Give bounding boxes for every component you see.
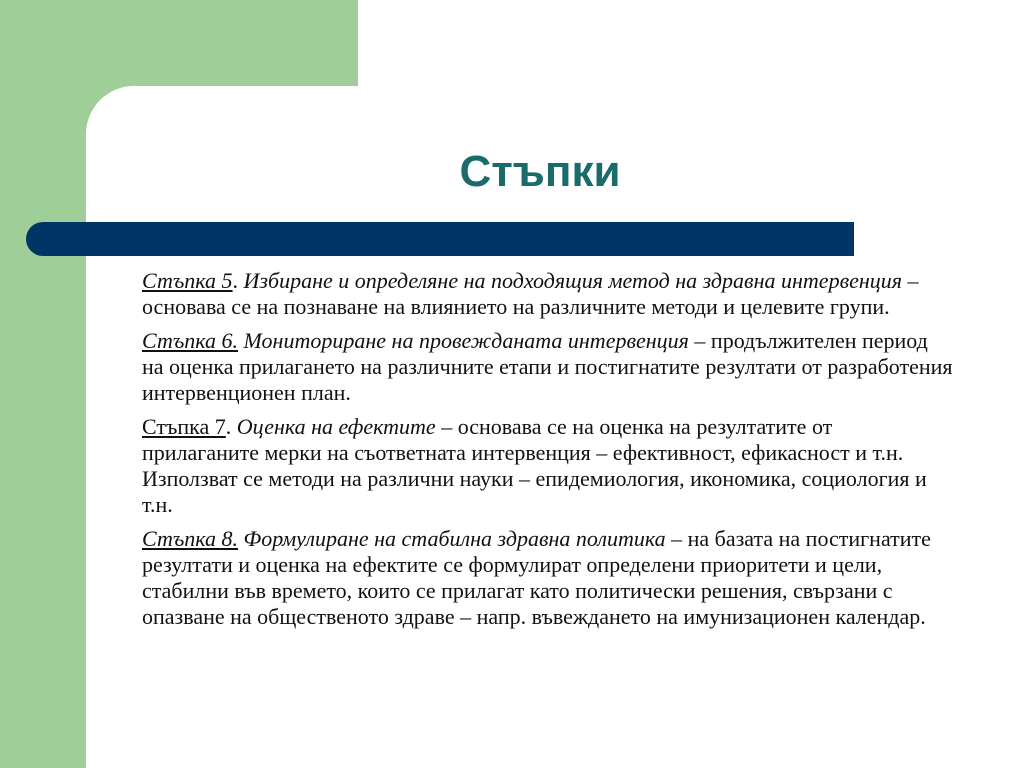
- step-7-separator: .: [225, 414, 237, 439]
- step-5-separator: .: [232, 268, 244, 293]
- slide-title: Стъпки: [459, 147, 621, 196]
- step-5-body: – основава се на познаване на влиянието на различните методи и целевите групи.: [142, 268, 919, 319]
- slide-body: [142, 268, 954, 638]
- step-5-paragraph: [142, 268, 954, 320]
- step-8-paragraph: [142, 526, 954, 630]
- step-5-label: Стъпка 5: [142, 268, 233, 293]
- step-7-paragraph: [142, 414, 954, 518]
- step-8-heading: Формулиране на стабилна здравна политика: [243, 526, 666, 551]
- step-6-paragraph: [142, 328, 954, 406]
- step-5-heading: Избиране и определяне на подходящия метод на здравна интервенция: [243, 268, 903, 293]
- step-8-label: Стъпка 8.: [142, 526, 239, 551]
- step-6-body: – продължителен период на оценка прилагането на различните етапи и постигнатите резултати от разработения интервенционен план.: [142, 328, 953, 405]
- step-7-heading: Оценка на ефектите: [236, 414, 436, 439]
- step-8-body: – на базата на постигнатите резултати и оценка на ефектите се формулират определени приоритети и цели, стабилни във времето, които се прилагат като политически решения, свързани с опазване на общественото здраве – напр. въвеждането на имунизационен календар.: [142, 526, 931, 629]
- step-6-heading: Мониториране на провежданата интервенция: [243, 328, 689, 353]
- step-6-label: Стъпка 6.: [142, 328, 239, 353]
- title-divider-bar: [26, 222, 854, 256]
- step-7-label: Стъпка 7: [142, 414, 226, 439]
- step-7-body: – основава се на оценка на резултатите от прилаганите мерки на съответната интервенция – ефективност, ефикасност и т.н. Използват се методи на различни науки – епидемиология, икономика, социология и т.н.: [142, 414, 927, 517]
